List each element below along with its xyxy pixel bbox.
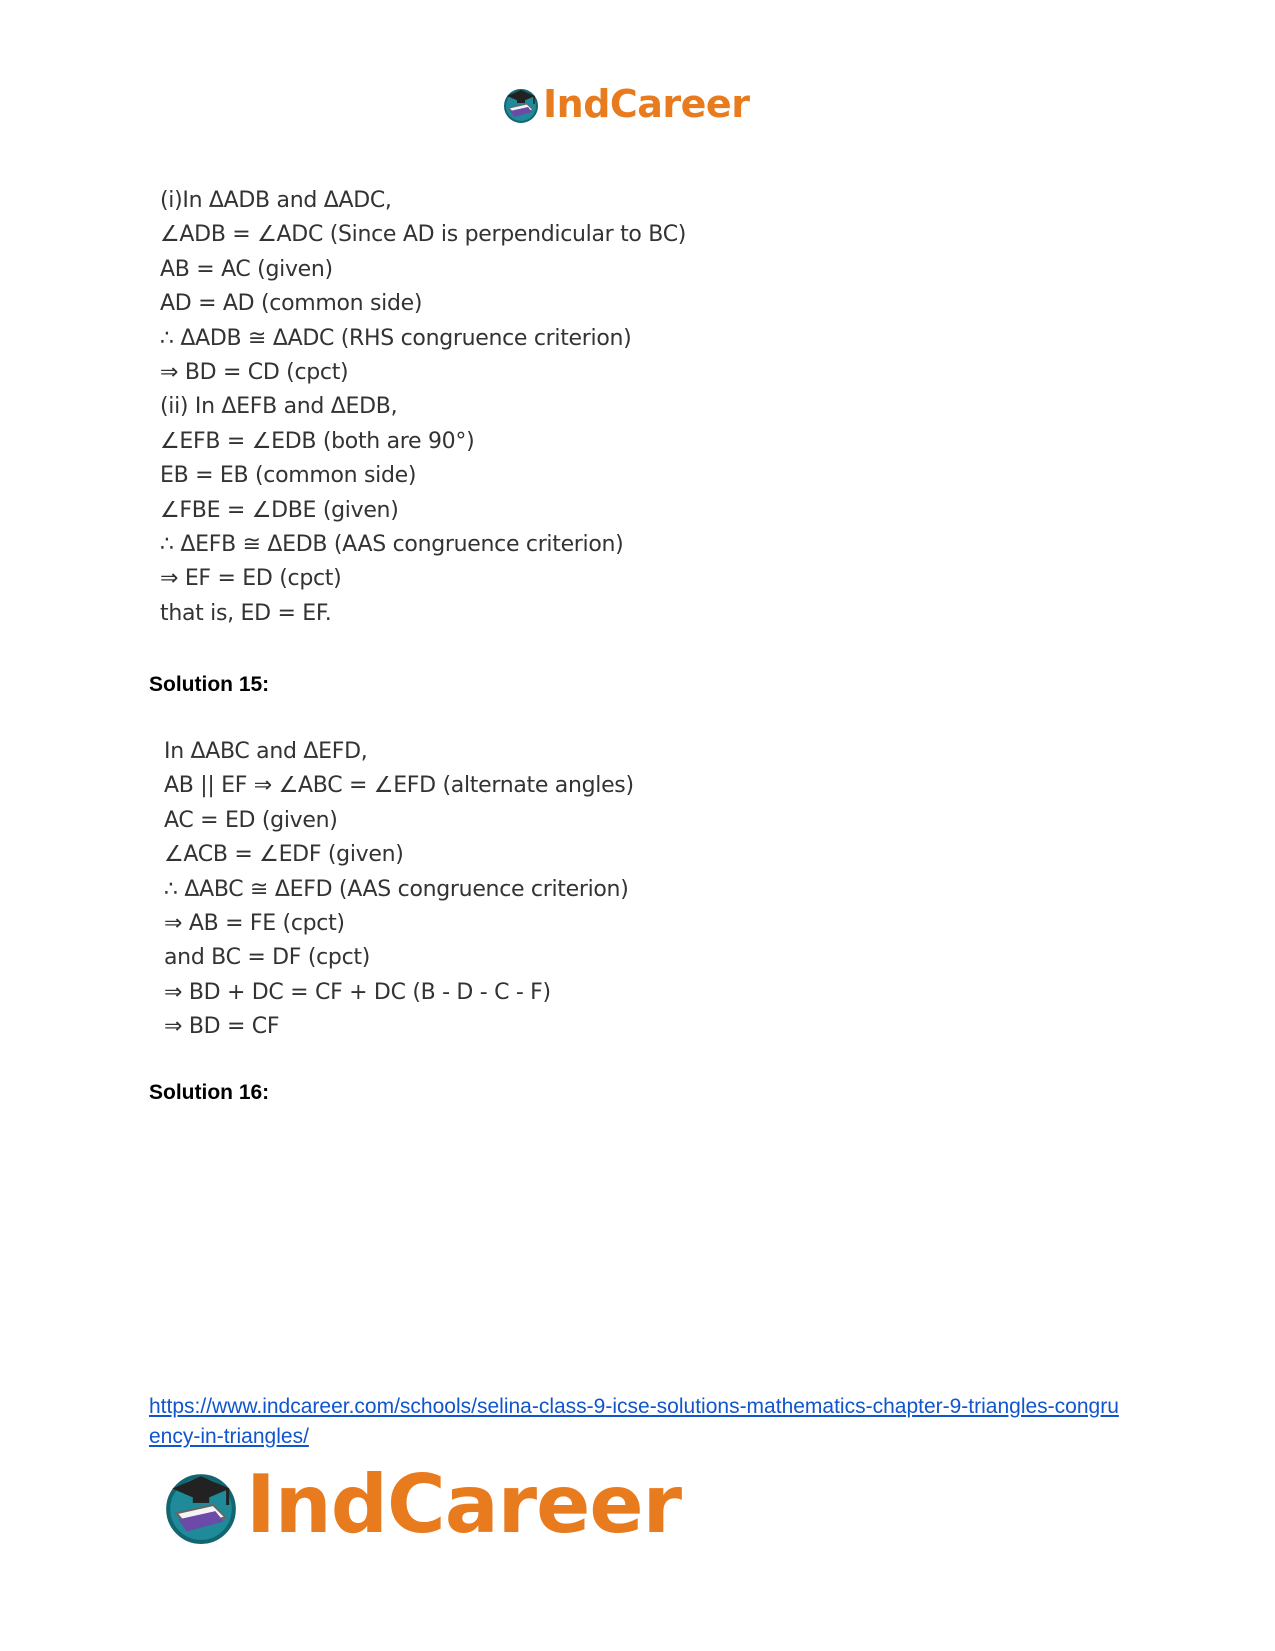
- header-logo-text: IndCareer: [543, 82, 750, 126]
- math-line: In ΔABC and ΔEFD,: [164, 739, 368, 764]
- source-link[interactable]: https://www.indcareer.com/schools/selina-class-9-icse-solutions-mathematics-chapter-9-triangles-congruency-in-triangles/: [149, 1395, 1119, 1448]
- math-line: ∠EFB = ∠EDB (both are 90°): [160, 428, 475, 454]
- math-line: that is, ED = EF.: [160, 600, 332, 626]
- math-line: ∠ADB = ∠ADC (Since AD is perpendicular to BC): [160, 222, 687, 248]
- math-line: ∠ACB = ∠EDF (given): [164, 842, 404, 868]
- math-line: ⇒ BD = CF: [164, 1014, 280, 1040]
- math-line: AD = AD (common side): [160, 291, 423, 317]
- globe-graduation-cap-icon: [501, 84, 541, 124]
- math-line: ⇒ AB = FE (cpct): [164, 910, 345, 936]
- math-line: (ii) In ΔEFB and ΔEDB,: [160, 394, 398, 420]
- math-line: (i)In ΔADB and ΔADC,: [160, 188, 392, 213]
- header-logo: [501, 82, 749, 126]
- math-line: ∴ ΔEFB ≅ ΔEDB (AAS congruence criterion): [160, 531, 624, 557]
- math-line: AB = AC (given): [160, 256, 333, 282]
- math-line: ⇒ BD = CD (cpct): [160, 359, 349, 385]
- solution-14-math: [160, 184, 686, 631]
- globe-graduation-cap-icon: [160, 1464, 242, 1546]
- math-line: and BC = DF (cpct): [164, 945, 371, 971]
- footer-logo: [160, 1460, 681, 1550]
- math-line: AB || EF ⇒ ∠ABC = ∠EFD (alternate angles): [164, 773, 634, 799]
- math-line: ∠FBE = ∠DBE (given): [160, 497, 399, 523]
- math-line: ⇒ EF = ED (cpct): [160, 566, 342, 592]
- math-line: EB = EB (common side): [160, 463, 417, 489]
- solution-16-heading: Solution 16:: [149, 1081, 270, 1104]
- solution-15-math: [164, 735, 634, 1045]
- solution-15-heading: Solution 15:: [149, 673, 270, 696]
- math-line: ∴ ΔABC ≅ ΔEFD (AAS congruence criterion): [164, 876, 629, 902]
- math-line: ∴ ΔADB ≅ ΔADC (RHS congruence criterion): [160, 325, 632, 351]
- math-line: ⇒ BD + DC = CF + DC (B - D - C - F): [164, 979, 551, 1005]
- footer-logo-text: IndCareer: [246, 1458, 682, 1551]
- math-line: AC = ED (given): [164, 807, 338, 833]
